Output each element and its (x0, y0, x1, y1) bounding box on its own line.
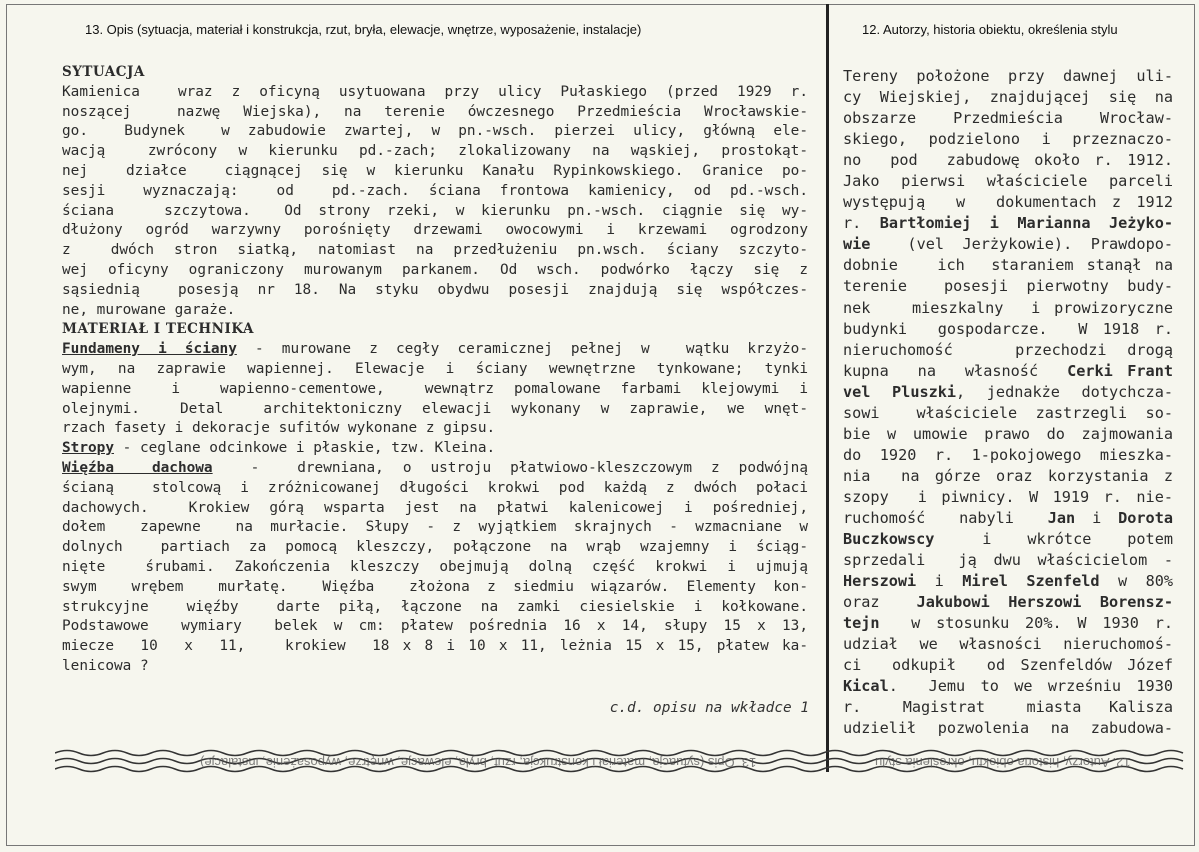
text-fragment: r. (843, 214, 880, 233)
text-line (843, 571, 1173, 592)
text-fragment: i (1075, 508, 1119, 527)
text-line: udzielił pozwolenia na zabudowa- (843, 719, 1173, 738)
left-column-header: 13. Opis (sytuacja, materiał i konstrukcja, rzut, bryła, elewacje, wnętrze, wyposażenie, instalacje) (85, 22, 642, 37)
owner-name: Kical (843, 677, 889, 696)
text-line: dachowych. Krokiew górą wsparta jest na płatwi kalenicowej i pośredniej, (62, 499, 808, 516)
text-line: dłużony ogród warzywny porośnięty drzewami owocowymi i krzewami ogrodzony (62, 222, 808, 239)
text-line: dołem zapewne na murłacie. Słupy - z wyjątkiem skrajnych - wzmacniane w (62, 519, 808, 536)
owner-name: Buczkowscy (843, 530, 935, 549)
text-fragment: - drewniana, o ustroju płatwiowo-kleszczowym z podwójną (212, 459, 808, 476)
text-line (62, 340, 808, 360)
text-fragment: oraz (843, 593, 917, 612)
text-line: wym, na zaprawie wapiennej. Elewacje i ściany wewnętrzne tynkowane; tynki (62, 360, 808, 377)
text-fragment: . Jemu to we wrześniu 1930 (888, 677, 1173, 696)
text-line (843, 213, 1173, 234)
text-line (843, 508, 1173, 529)
text-line: strukcyjne więźby darte piłą, łączone na zamki ciesielskie i kołkowane. (62, 598, 808, 615)
text-line: występują w dokumentach z 1912 (843, 193, 1173, 212)
text-line: udział we własności nieruchomoś- (843, 635, 1173, 654)
fundamenty-paragraph (62, 360, 808, 439)
text-line (843, 592, 1173, 613)
text-fragment: , jednakże dotychcza- (956, 382, 1173, 401)
mirrored-header-right: 12. Autorzy, historia obiektu, określenia stylu (875, 755, 1131, 770)
text-line: lenicowa ? (62, 657, 149, 674)
text-line: Jako pierwsi właściciele parceli (843, 172, 1173, 191)
text-line: nek mieszkalny i prowizoryczne (843, 298, 1173, 317)
owner-name: Cerki Frant (1067, 361, 1173, 380)
mirrored-header-left: 13. Opis (sytuacja, materiał i konstrukcja, rzut, bryła, elewacje, wnętrze, wyposażenie, instalacje) (200, 755, 757, 770)
label-wiezba: Więźba dachowa (62, 459, 213, 476)
label-stropy: Stropy (62, 440, 114, 457)
text-fragment: ruchomość nabyli (843, 508, 1048, 527)
text-line: Kamienica wraz z oficyną usytuowana przy ulicy Pułaskiego (przed 1929 r. (62, 83, 808, 100)
text-fragment: i wkrótce potem (934, 530, 1173, 549)
heading-sytuacja: SYTUACJA (62, 64, 145, 80)
text-line: do 1920 r. 1-pokojowego mieszka- (843, 445, 1173, 464)
history-lines (843, 403, 1173, 508)
text-line: sąsiednią posesją nr 18. Na styku obydwu posesji znajdują się współczes- (62, 281, 808, 298)
owner-name: Jakubowi Herszowi Borensz- (916, 593, 1173, 612)
text-line: Podstawowe wymiary belek w cm: płatew pośrednia 16 x 14, słupy 15 x 13, (62, 618, 808, 635)
continuation-note: c.d. opisu na wkładce 1 (609, 700, 809, 716)
text-line: noszącej nazwę Wiejska), na terenie ówczesnego Przedmieścia Wrocławskie- (62, 103, 808, 120)
text-line: z dwóch stron siatką, natomiast na przedłużeniu pn.wsch. ściany szczyto- (62, 242, 808, 259)
text-line (62, 439, 808, 459)
history-column (843, 66, 1173, 740)
text-fragment: w stosunku 20%. W 1930 r. (879, 614, 1173, 633)
text-line: ścianą stolcową i zróżnicowanej długości krokwi pod każdą z dwóch połaci (62, 479, 808, 496)
right-column-header: 12. Autorzy, historia obiektu, określenia stylu (862, 22, 1118, 37)
text-line: miecze 10 x 11, krokiew 18 x 8 i 10 x 11, leżnia 15 x 15, płatew ka- (62, 638, 808, 655)
text-line: sowi właściciele zastrzegli so- (843, 403, 1173, 422)
text-line (843, 234, 1173, 255)
text-line: ne, murowane garaże. (62, 301, 236, 318)
text-line: obszarze Przedmieścia Wrocław- (843, 109, 1173, 128)
text-line: ściana szczytowa. Od strony rzeki, w kierunku pn.-wsch. ciągnie się wy- (62, 202, 808, 219)
text-line: r. Magistrat miasta Kalisza (843, 698, 1173, 717)
text-fragment: i (916, 572, 963, 591)
text-line: nia na górze oraz korzystania z (843, 466, 1173, 485)
text-line: sesji wyznaczają: od pd.-zach. ściana frontowa kamienicy, od pd.-wsch. (62, 182, 808, 199)
text-line: skiego, podzielono i przeznaczo- (843, 130, 1173, 149)
text-line: rzach fasety i dekoracje sufitów wykonane z gipsu. (62, 420, 496, 437)
text-line: wej oficyny ograniczony murowanym parkanem. Od wsch. podwórko łączy się z (62, 261, 808, 278)
history-lines (843, 634, 1173, 676)
text-fragment: - murowane z cegły ceramicznej pełnej w wątku krzyżo- (236, 341, 808, 358)
text-line: ci odkupił od Szenfeldów Józef (843, 656, 1173, 675)
label-fundamenty: Fundameny i ściany (62, 341, 237, 358)
text-fragment: kupna na własność (843, 361, 1068, 380)
text-line: bie w umowie prawo do zajmowania (843, 424, 1173, 443)
owner-name: Mirel Szenfeld (962, 572, 1100, 591)
text-line (843, 613, 1173, 634)
text-line: Tereny położone przy dawnej uli- (843, 67, 1173, 85)
description-column (62, 63, 808, 677)
text-line: swym wrębem murłatę. Więźba złożona z siedmiu wiązarów. Elementy kon- (62, 578, 808, 595)
text-line: olejnymi. Detal architektoniczny elewacji wykonany w zaprawie, we wnęt- (62, 400, 808, 417)
owner-name: Jan (1047, 508, 1076, 527)
text-line: dobnie ich staraniem stanął na (843, 256, 1173, 275)
column-divider (826, 4, 829, 772)
wiezba-paragraph (62, 479, 808, 677)
history-lines (843, 255, 1173, 360)
text-fragment: - ceglane odcinkowe i płaskie, tzw. Kleina. (113, 440, 496, 457)
text-fragment: (vel Jerżykowie). Prawdopo- (870, 235, 1173, 254)
text-line (62, 459, 808, 479)
text-line: dolnych partiach za pomocą kleszczy, połączone na wrąb wzajemny i ściąg- (62, 539, 808, 556)
text-line: no pod zabudowę około r. 1912. (843, 151, 1173, 170)
owner-name: Bartłomiej i Marianna Jeżyko- (879, 214, 1173, 233)
situation-paragraph (62, 83, 808, 321)
text-fragment: w 80% (1099, 572, 1173, 591)
text-line (843, 676, 1173, 697)
text-line (843, 382, 1173, 403)
history-lines (843, 66, 1173, 213)
text-line: sprzedali ją dwu właścicielom - (843, 551, 1173, 570)
text-line: budynki gospodarcze. W 1918 r. (843, 319, 1173, 338)
text-line: terenie posesji pierwotny budy- (843, 277, 1173, 296)
owner-name: vel Pluszki (843, 382, 957, 401)
owner-name: Dorota (1118, 508, 1173, 527)
owner-name: wie (843, 235, 871, 254)
heading-material: MATERIAŁ I TECHNIKA (62, 321, 254, 338)
text-line: nieruchomość przechodzi drogą (843, 340, 1173, 359)
text-line: cy Wiejskiej, znajdującej się na (843, 88, 1173, 107)
text-line: nej działce ciągnącej się w kierunku Kanału Rypinkowskiego. Granice po- (62, 162, 808, 179)
text-line: nięte śrubami. Zakończenia kleszczy obejmują dolną część krokwi i ujmują (62, 558, 808, 575)
owner-name: Herszowi (843, 572, 917, 591)
text-line: wacją zwrócony w kierunku pd.-zach; zlokalizowany na wąskiej, prostokąt- (62, 143, 808, 160)
text-line: wapienne i wapienno-cementowe, wewnątrz pomalowane farbami klejowymi i (62, 380, 808, 397)
text-line: go. Budynek w zabudowie zwartej, w pn.-wsch. pierzei ulicy, główną ele- (62, 123, 808, 140)
text-line (843, 529, 1173, 550)
owner-name: tejn (843, 614, 880, 633)
text-line: szopy i piwnicy. W 1919 r. nie- (843, 487, 1173, 506)
text-line (843, 361, 1173, 382)
